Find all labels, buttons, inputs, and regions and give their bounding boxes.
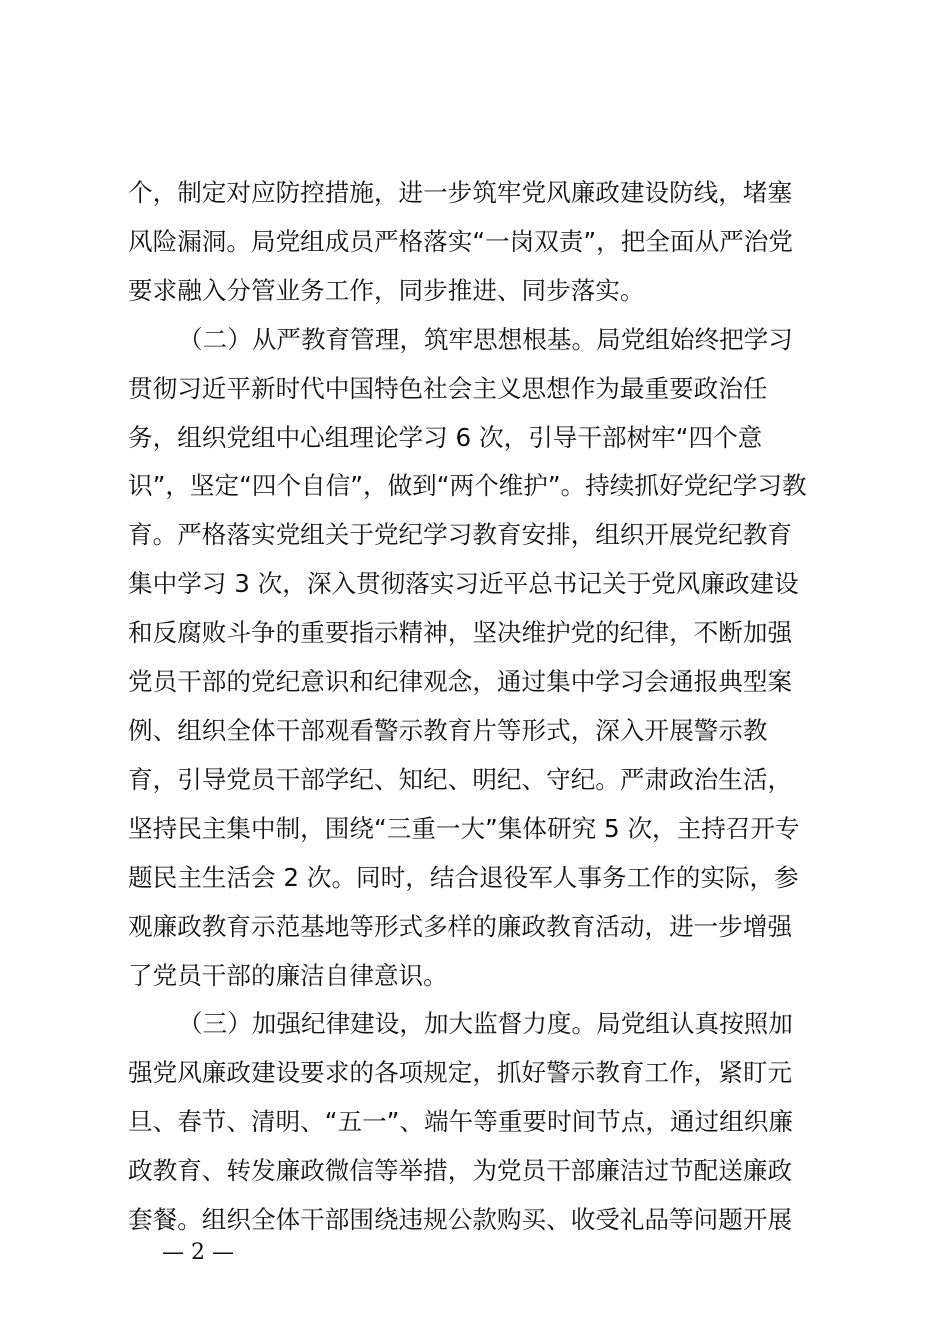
text-line: 坚持民主集中制，围绕“三重一大”集体研究 5 次，主持召开专 [128, 813, 800, 843]
text-line: 套餐。组织全体干部围绕违规公款购买、收受礼品等问题开展 [128, 1205, 793, 1235]
text-line: 风险漏洞。局党组成员严格落实“一岗双责”，把全面从严治党 [128, 226, 793, 256]
text-line: 强党风廉政建设要求的各项规定，抓好警示教育工作，紧盯元 [128, 1058, 793, 1088]
text-line: 育，引导党员干部学纪、知纪、明纪、守纪。严肃政治生活， [128, 764, 793, 794]
text-line: 了党员干部的廉洁自律意识。 [128, 960, 448, 990]
text-line: （三）加强纪律建设，加大监督力度。局党组认真按照加 [178, 1009, 793, 1039]
text-line: 务，组织党组中心组理论学习 6 次，引导干部树牢“四个意 [128, 422, 763, 452]
text-line: （二）从严教育管理，筑牢思想根基。局党组始终把学习 [178, 324, 793, 354]
text-line: 题民主生活会 2 次。同时，结合退役军人事务工作的实际，参 [128, 862, 799, 892]
body-text [128, 169, 828, 1245]
text-line: 育。严格落实党组关于党纪学习教育安排，组织开展党纪教育 [128, 520, 793, 550]
text-line: 个，制定对应防控措施，进一步筑牢党风廉政建设防线，堵塞 [128, 178, 793, 207]
text-line: 和反腐败斗争的重要指示精神，坚决维护党的纪律，不断加强 [128, 618, 793, 648]
text-line: 政教育、转发廉政微信等举措，为党员干部廉洁过节配送廉政 [128, 1156, 793, 1186]
page-number: — 2 — [162, 1240, 234, 1265]
text-line: 观廉政教育示范基地等形式多样的廉政教育活动，进一步增强 [128, 911, 793, 941]
text-line: 旦、春节、清明、“五一”、端午等重要时间节点，通过组织廉 [128, 1107, 793, 1137]
text-line: 例、组织全体干部观看警示教育片等形式，深入开展警示教 [128, 715, 768, 745]
text-line: 贯彻习近平新时代中国特色社会主义思想作为最重要政治任 [128, 373, 768, 403]
text-line: 集中学习 3 次，深入贯彻落实习近平总书记关于党风廉政建设 [128, 569, 799, 599]
text-line: 识”，坚定“四个自信”，做到“两个维护”。持续抓好党纪学习教 [128, 471, 807, 501]
text-line: 党员干部的党纪意识和纪律观念，通过集中学习会通报典型案 [128, 667, 793, 697]
text-line: 要求融入分管业务工作，同步推进、同步落实。 [128, 275, 645, 305]
